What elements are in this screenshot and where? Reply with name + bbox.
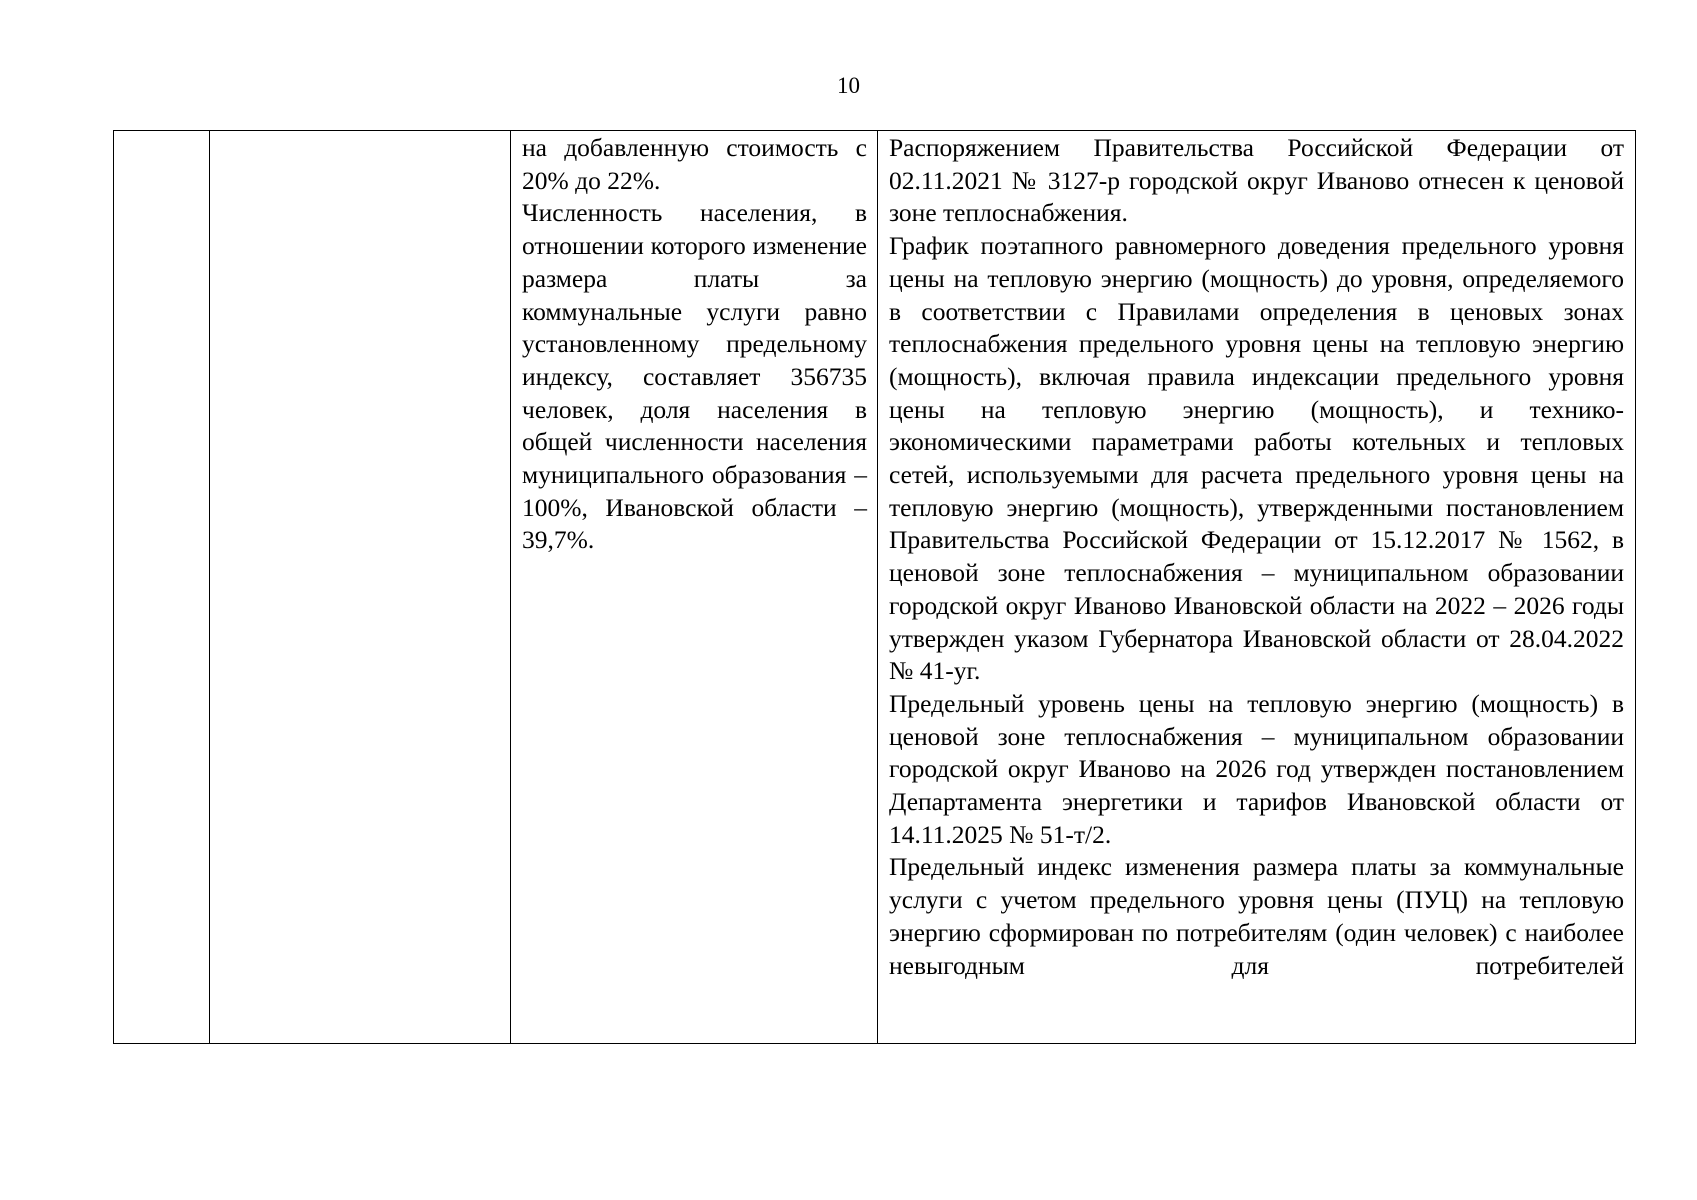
paragraph: Предельный индекс изменения размера платы за коммунальные услуги с учетом предельного уровня цены (ПУЦ) на тепловую энергию сформирован по потребителям (один человек) с наиболее невыгодным для потребителей: [889, 852, 1624, 980]
paragraph: Предельный уровень цены на тепловую энергию (мощность) в ценовой зоне теплоснабжения – муниципальном образовании городской округ Иваново на 2026 год утвержден постановлением Департамента энергетики и тарифов Ивановской области от 14.11.2025 № 51-т/2.: [889, 688, 1624, 849]
paragraph: Распоряжением Правительства Российской Федерации от 02.11.2021 № 3127-р городской округ Иваново отнесен к ценовой зоне теплоснабжения.: [889, 133, 1624, 228]
table-row: [114, 131, 1636, 1044]
page-number: 10: [837, 73, 860, 98]
table-cell-col3: [511, 131, 878, 1044]
paragraph: на добавленную стоимость с 20% до 22%.: [522, 133, 867, 195]
paragraph: График поэтапного равномерного доведения предельного уровня цены на тепловую энергию (мощность) до уровня, определяемого в соответствии с Правилами определения в ценовых зонах теплоснабжения предельного уровня цены на тепловую энергию (мощность), включая правила индексации предельного уровня цены на тепловую энергию (мощность), и технико-экономическими параметрами работы котельных и тепловых сетей, используемыми для расчета предельного уровня цены на тепловую энергию (мощность), утвержденными постановлением Правительства Российской Федерации от 15.12.2017 № 1562, в ценовой зоне теплоснабжения – муниципальном образовании городской округ Иваново Ивановской области на 2022 – 2026 годы утвержден указом Губернатора Ивановской области от 28.04.2022 № 41-уг.: [889, 231, 1624, 686]
table-cell-col1: [114, 131, 210, 1044]
paragraph: Численность населения, в отношении которого изменение размера платы за коммунальные услуги равно установленному предельному индексу, составляет 356735 человек, доля населения в общей численности населения муниципального образования – 100%, Ивановской области – 39,7%.: [522, 198, 867, 555]
document-table: [113, 130, 1636, 1044]
table-cell-col4: [878, 131, 1636, 1044]
table-cell-col2: [210, 131, 511, 1044]
